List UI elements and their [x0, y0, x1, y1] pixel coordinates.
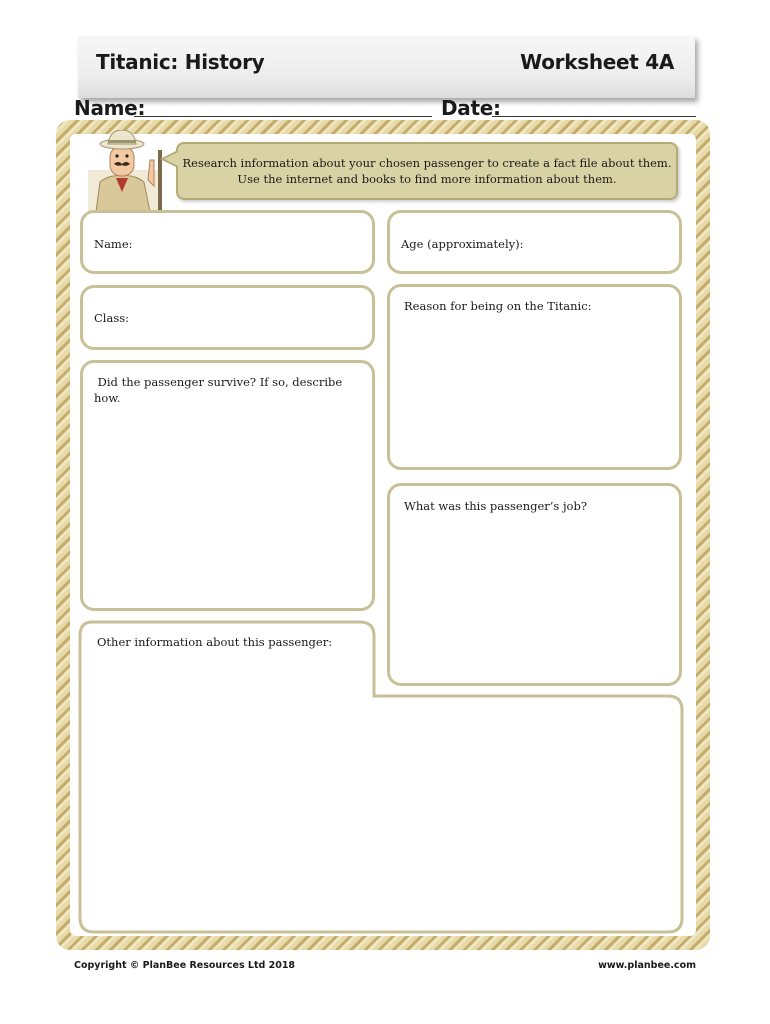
job-field-label: What was this passenger’s job? — [404, 499, 588, 513]
instructions-line-2: Use the internet and books to find more information about them. — [237, 172, 617, 186]
date-line[interactable] — [492, 116, 696, 117]
speech-bubble-tail-fill — [164, 152, 178, 166]
copyright-text: Copyright © PlanBee Resources Ltd 2018 — [74, 960, 296, 971]
survive-field-label — [94, 374, 364, 406]
instructions-bubble — [176, 142, 678, 200]
class-field-label: Class: — [94, 311, 130, 325]
survive-label-line-2: how. — [94, 391, 121, 405]
reason-field-label: Reason for being on the Titanic: — [404, 299, 592, 313]
student-name-line[interactable] — [134, 116, 432, 117]
other-field-label: Other information about this passenger: — [97, 635, 333, 649]
worksheet-number: Worksheet 4A — [520, 50, 674, 74]
website-link[interactable]: www.planbee.com — [598, 960, 696, 971]
survive-label-line-1: Did the passenger survive? If so, describe — [94, 375, 343, 389]
instructions-line-1: Research information about your chosen passenger to create a fact file about them. — [182, 156, 672, 170]
student-name-label: Name: — [74, 96, 146, 120]
worksheet-title: Titanic: History — [96, 50, 265, 74]
other-info-box[interactable] — [78, 620, 686, 934]
name-field-label: Name: — [94, 237, 133, 251]
age-field-label: Age (approximately): — [401, 237, 524, 251]
explorer-teacher-icon — [88, 130, 178, 212]
date-label: Date: — [441, 96, 501, 120]
